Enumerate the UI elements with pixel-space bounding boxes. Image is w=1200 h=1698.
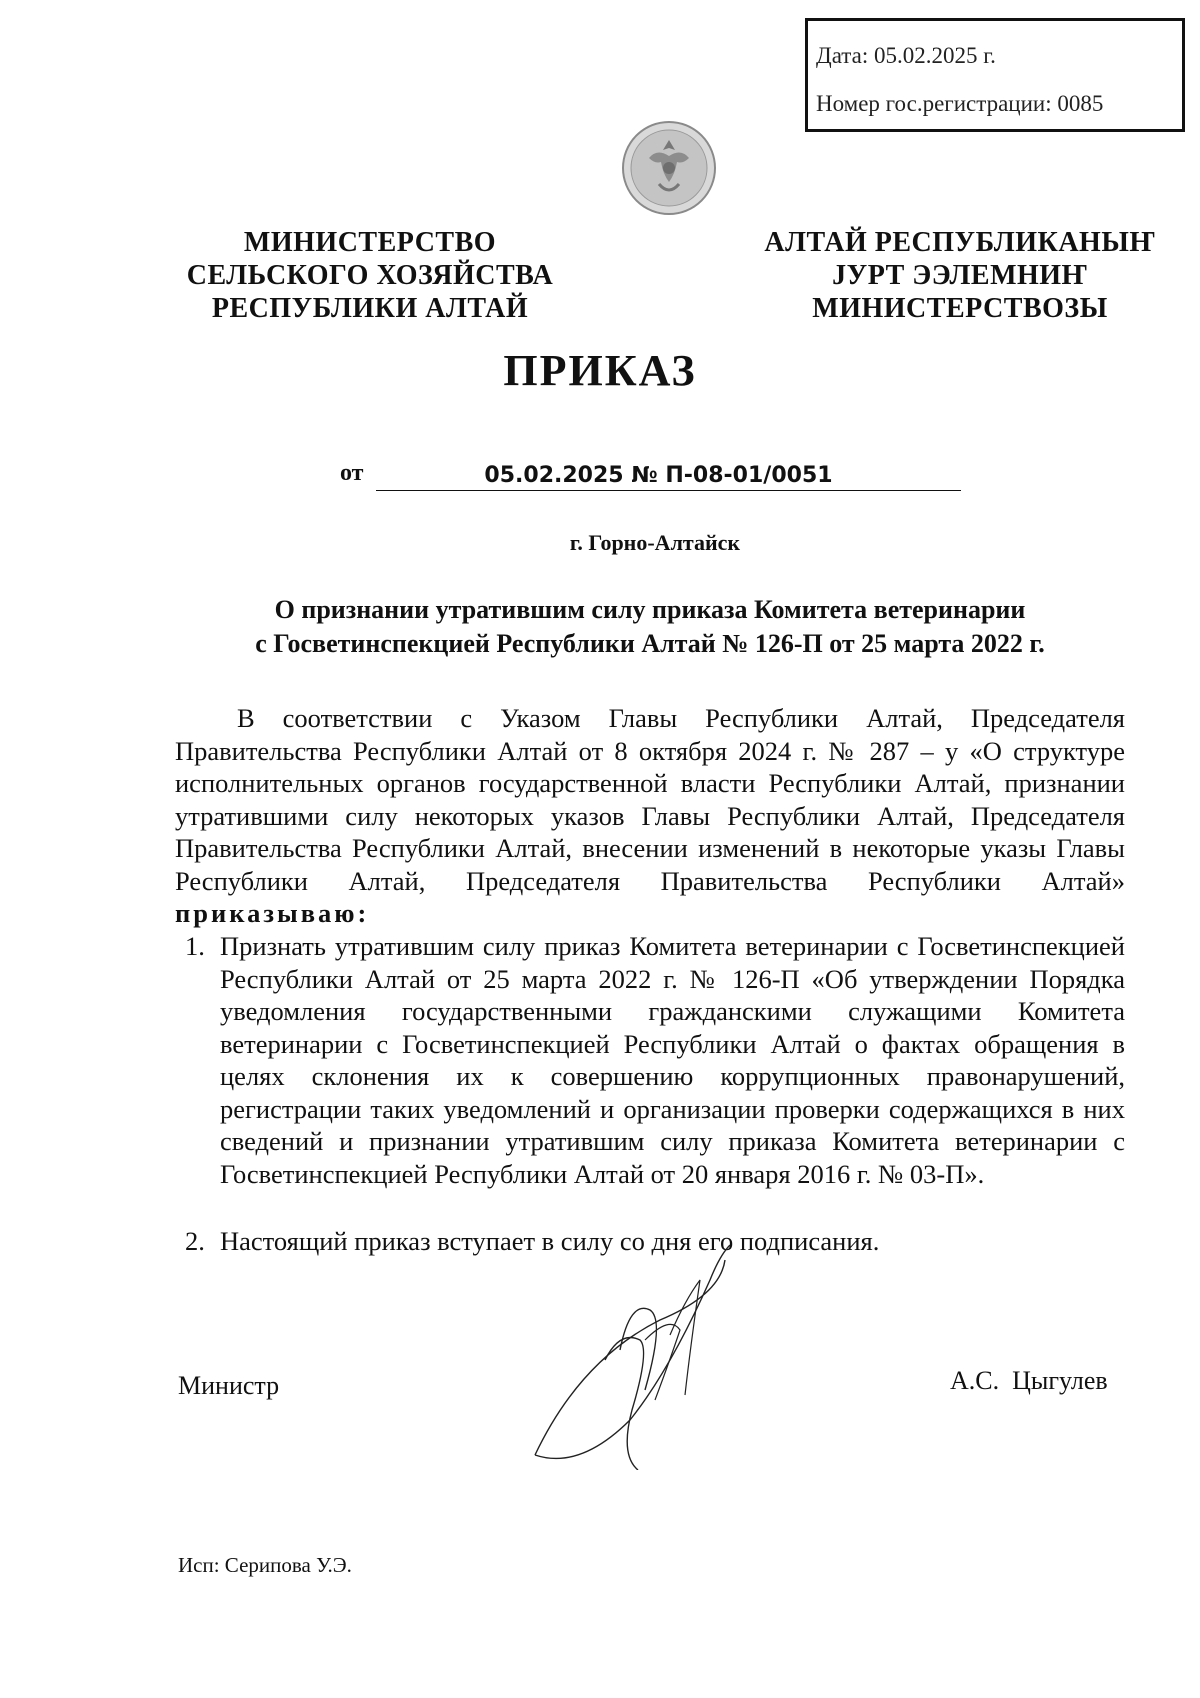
order-item-number: 2. <box>185 1226 205 1256</box>
intro-text: В соответствии с Указом Главы Республики Алтай, Председателя Правительства Республики Алтай от 8 октября 2024 г. № 287 – у «О структуре исполнительных органов государственной власти Республики Алтай, признании утратившими силу некоторых указов Главы Республики Алтай, Председателя Правительства Республики Алтай, внесении изменений в некоторые указы Главы Республики Алтай, Председателя Правительства Республики Алтай» <box>175 703 1125 896</box>
registration-date-label: Дата: <box>816 43 869 68</box>
subject-line: с Госветинспекцией Республики Алтай № 126-П от 25 марта 2022 г. <box>255 629 1045 658</box>
registration-stamp <box>805 18 1185 132</box>
order-item-text: Настоящий приказ вступает в силу со дня его подписания. <box>220 1226 880 1256</box>
registration-date <box>816 43 996 69</box>
document-subject <box>170 593 1130 661</box>
ministry-name-line: СЕЛЬСКОГО ХОЗЯЙСТВА <box>186 260 554 291</box>
ministry-name-line: МИНИСТЕРСТВОЗЫ <box>812 293 1108 324</box>
ministry-name-line: АЛТАЙ РЕСПУБЛИКАНЫҤ <box>764 227 1156 258</box>
executor: Исп: Серипова У.Э. <box>178 1553 352 1577</box>
order-item-number: 1. <box>185 931 205 961</box>
signer-position: Министр <box>178 1371 280 1400</box>
date-underline <box>376 490 961 491</box>
order-item-text: Признать утратившим силу приказ Комитета ветеринарии с Госветинспекцией Республики Алтай от 25 марта 2022 г. № 126-П «Об утверждении Порядка уведомления государственными гражданскими служащими Комитета ветеринарии с Госветинспекцией Республики Алтай о фактах обращения в целях склонения их к совершению коррупционных правонарушений, регистрации таких уведомлений и организации проверки содержащихся в них сведений и признании утратившим силу приказа Комитета ветеринарии с Госветинспекцией Республики Алтай от 20 января 2016 г. № 03-П». <box>220 931 1125 1189</box>
ministry-name-line: РЕСПУБЛИКИ АЛТАЙ <box>211 293 529 324</box>
document-date-number: 05.02.2025 № П-08-01/0051 <box>484 463 833 488</box>
handwritten-signature <box>520 1240 800 1470</box>
coat-of-arms-emblem-icon <box>619 118 719 218</box>
registration-date-value: 05.02.2025 г. <box>873 43 996 68</box>
signer-name: А.С. Цыгулев <box>950 1366 1108 1395</box>
registration-number <box>816 91 1103 117</box>
ministry-name-russian <box>150 226 590 325</box>
orders-word: приказываю: <box>175 898 370 928</box>
city: г. Горно-Алтайск <box>569 530 741 555</box>
document-type-title: ПРИКАЗ <box>503 346 697 395</box>
intro-paragraph <box>175 702 1125 930</box>
from-label: от <box>340 460 364 486</box>
ministry-name-altai <box>740 226 1180 325</box>
ministry-name-line: МИНИСТЕРСТВО <box>243 227 497 258</box>
subject-line: О признании утратившим силу приказа Комитета ветеринарии <box>274 595 1026 624</box>
ministry-name-line: ЈУРТ ЭЭЛЕМНИҤ <box>832 260 1088 291</box>
registration-number-label: Номер гос.регистрации: <box>816 91 1052 116</box>
registration-number-value: 0085 <box>1057 91 1104 116</box>
order-item <box>175 930 1125 1190</box>
